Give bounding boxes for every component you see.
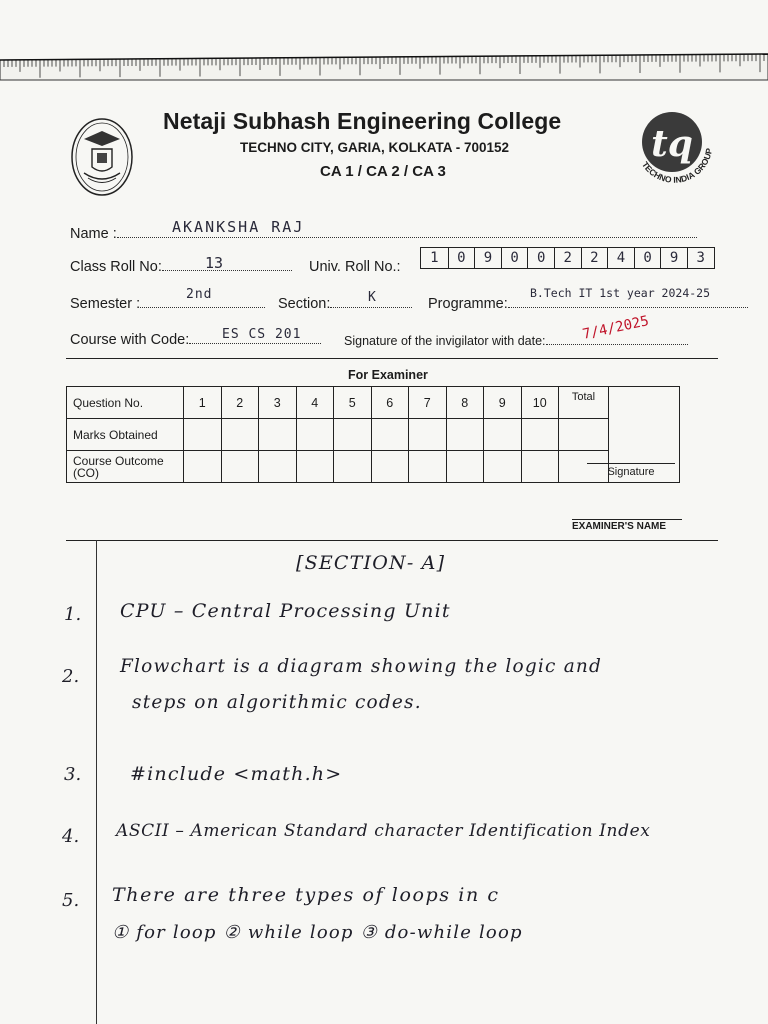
class-roll-label: Class Roll No: [70,259,162,275]
question-number: 4 [296,387,334,419]
examiner-marks-table [66,386,680,483]
ruler-strip [0,40,768,84]
group-logo-text: TECHNO INDIA GROUP [639,147,715,185]
techno-india-group-logo [628,100,728,200]
univ-roll-label: Univ. Roll No.: [309,259,401,275]
roll-digit-box: 2 [581,248,608,268]
class-roll-value: 13 [205,254,224,272]
invigilator-signature-field [344,333,688,348]
roll-digit-box: 4 [607,248,634,268]
univ-roll-boxes [420,247,715,269]
section-heading: [SECTION- A] [296,552,446,574]
for-examiner-title: For Examiner [348,368,428,382]
roll-digit-box: 0 [634,248,661,268]
question-number: 6 [371,387,409,419]
answer-number: 5. [62,890,80,911]
svg-text:tq: tq [651,123,693,165]
roll-digit-box: 9 [660,248,687,268]
divider-top [66,358,718,359]
question-row [67,387,680,419]
answer-line: steps on algorithmic codes. [132,692,422,713]
college-title: Netaji Subhash Engineering College [163,108,562,134]
roll-digit-box: 2 [554,248,581,268]
question-no-label: Question No. [67,387,184,419]
semester-label: Semester : [70,296,141,312]
univ-roll-field [309,259,401,275]
answer-line: CPU – Central Processing Unit [120,600,451,622]
answer-line: #include <math.h> [130,763,343,785]
ca-label: CA 1 / CA 2 / CA 3 [320,163,446,180]
roll-digit-box: 0 [448,248,475,268]
marks-obtained-label: Marks Obtained [67,419,184,451]
name-field [70,226,697,242]
section-value: K [368,290,377,305]
programme-label: Programme: [428,296,508,312]
section-label: Section: [278,296,331,312]
answer-number: 3. [64,764,82,785]
invigilator-signature-value: 7/4/2025 [581,313,651,343]
question-number: 1 [184,387,222,419]
question-number: 9 [484,387,522,419]
course-outcome-row [67,451,680,483]
answer-number: 2. [62,666,80,687]
course-label: Course with Code: [70,332,190,348]
answer-margin-line [96,540,97,1024]
question-number: 3 [259,387,297,419]
roll-digit-box: 0 [527,248,554,268]
name-value: AKANKSHA RAJ [172,218,305,236]
college-crest-logo [70,117,134,197]
question-number: 10 [521,387,559,419]
name-label: Name : [70,226,117,242]
semester-field [70,296,265,312]
college-address: TECHNO CITY, GARIA, KOLKATA - 700152 [240,140,510,155]
roll-digit-box: 9 [474,248,501,268]
course-value: ES CS 201 [222,327,302,342]
divider-answers [66,540,718,541]
course-outcome-label: Course Outcome (CO) [67,451,184,483]
answer-line: There are three types of loops in c [112,884,500,906]
answer-line: ① for loop ② while loop ③ do-while loop [112,922,523,943]
roll-digit-box: 3 [687,248,714,268]
question-number: 7 [409,387,447,419]
programme-value: B.Tech IT 1st year 2024-25 [530,286,711,300]
section-field [278,296,412,312]
signature-label: Signature [587,463,675,478]
question-number: 2 [221,387,259,419]
answer-line: ASCII – American Standard character Identification Index [116,821,651,841]
signature-cell [609,387,680,483]
semester-value: 2nd [186,287,213,302]
class-roll-field [70,259,292,275]
marks-row [67,419,680,451]
total-label: Total [559,387,609,419]
answer-line: Flowchart is a diagram showing the logic and [120,656,603,677]
roll-digit-box: 0 [501,248,528,268]
examiner-name-label: EXAMINER'S NAME [572,519,682,532]
answer-number: 4. [62,826,80,847]
invigilator-signature-label: Signature of the invigilator with date: [344,334,546,348]
answer-number: 1. [64,604,82,625]
roll-digit-box: 1 [430,250,439,266]
question-number: 8 [446,387,484,419]
question-number: 5 [334,387,372,419]
